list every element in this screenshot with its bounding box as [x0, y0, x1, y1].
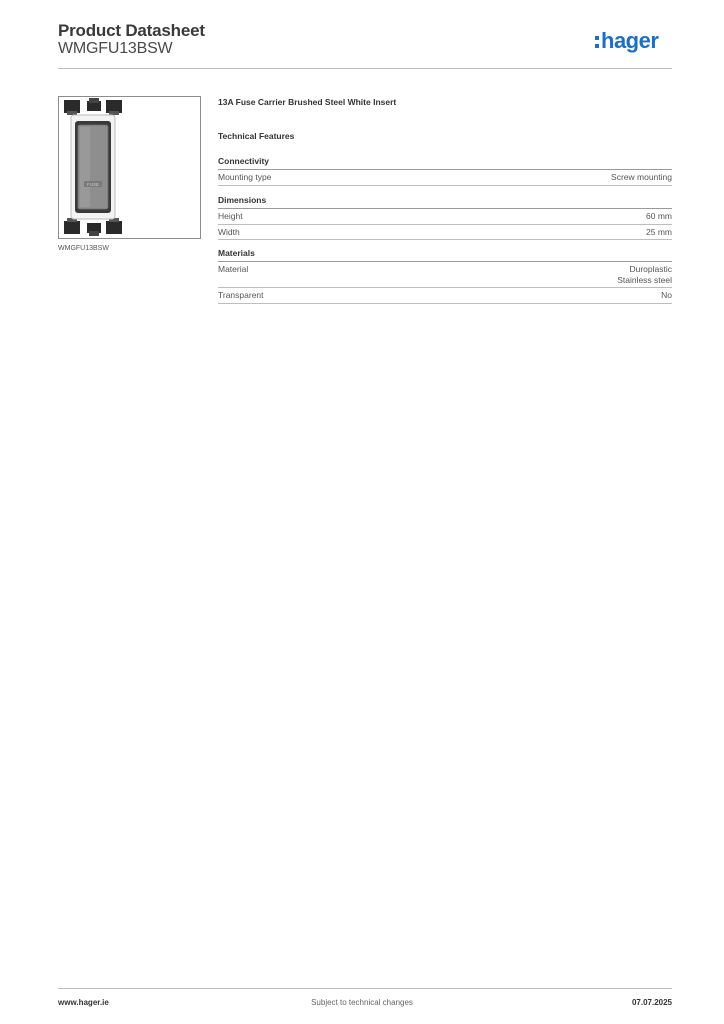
section-title: Materials [218, 248, 672, 262]
page-title: Product Datasheet [58, 21, 205, 40]
section-title: Connectivity [218, 156, 672, 170]
product-image [58, 96, 201, 239]
spec-value: No [661, 290, 672, 300]
footer-notice: Subject to technical changes [311, 998, 413, 1007]
section-connectivity [218, 156, 672, 186]
section-dimensions [218, 195, 672, 240]
section-title: Dimensions [218, 195, 672, 209]
logo-wordmark: hager [601, 28, 659, 53]
spec-label: Mounting type [218, 172, 272, 182]
spec-row [218, 262, 672, 288]
header-divider [58, 68, 672, 69]
image-caption: WMGFU13BSW [58, 245, 109, 252]
footer-date: 07.07.2025 [631, 998, 672, 1007]
spec-row [218, 225, 672, 241]
product-code: WMGFU13BSW [58, 40, 173, 57]
spec-label: Transparent [218, 290, 264, 300]
spec-value-line: Duroplastic [629, 264, 672, 274]
product-name: 13A Fuse Carrier Brushed Steel White Insert [218, 97, 397, 107]
section-materials [218, 248, 672, 304]
spec-label: Material [218, 264, 249, 274]
spec-row [218, 170, 672, 186]
spec-value-line: Stainless steel [617, 274, 672, 285]
spec-value: Screw mounting [611, 172, 672, 182]
spec-row [218, 209, 672, 225]
hager-logo [593, 26, 675, 56]
svg-text:FUSE: FUSE [86, 182, 100, 187]
footer-divider [58, 988, 672, 989]
spec-label: Height [218, 211, 243, 221]
spec-value: 60 mm [646, 211, 672, 221]
spec-value [617, 264, 672, 285]
spec-row [218, 288, 672, 304]
spec-label: Width [218, 226, 240, 237]
website-link[interactable]: www.hager.ie [58, 998, 109, 1007]
features-heading: Technical Features [218, 131, 295, 141]
spec-value: 25 mm [646, 226, 672, 237]
